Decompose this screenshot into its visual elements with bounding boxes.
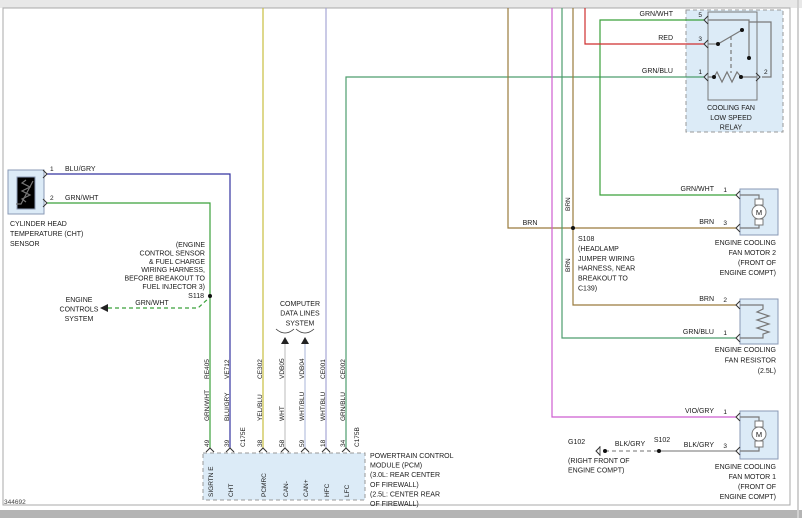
fan2-pin1-number: 1: [723, 187, 727, 194]
engine-controls-label-line-2: CONTROLS: [59, 306, 99, 314]
circuit-pin58-color: WHT: [279, 406, 286, 421]
pcm-pin49-number: 49: [204, 439, 211, 447]
wire-label-red: RED: [658, 35, 673, 42]
splice-s108-note-line-1: S108: [578, 236, 595, 243]
cht-pin2-number: 2: [50, 195, 54, 202]
wire-grnblu-lfc: [346, 77, 704, 448]
fan1-pin1-number: 1: [723, 409, 727, 416]
wire-label-blkgry-dashed: BLK/GRY: [614, 441, 646, 448]
can-minus-up-arrow: [281, 337, 289, 344]
relay-blade-tip-dot: [740, 28, 744, 32]
wire-label-blugry: BLU/GRY: [65, 166, 96, 173]
fan2-motor-letter: M: [755, 208, 763, 217]
relay-pin3-number: 3: [698, 36, 702, 43]
relay-coil-left-dot: [712, 75, 716, 79]
fan-motor1-label-line-1: ENGINE COOLING: [714, 464, 776, 471]
engine-controls-arrow: [100, 304, 108, 312]
resistor-pin2-number: 2: [723, 297, 727, 304]
bottom-edge-band: [0, 510, 802, 518]
circuit-pin38-color: YEL/BLU: [257, 394, 264, 421]
fan2-pin1-connector: [736, 191, 740, 199]
fan1-pin3-connector: [736, 447, 740, 455]
wire-label-grnwht-relay: GRN/WHT: [639, 11, 673, 18]
fan-resistor-label-line-1: ENGINE COOLING: [714, 347, 776, 354]
fan-resistor-label-line-2: FAN RESISTOR: [724, 357, 776, 365]
wire-label-grnblu-resistor: GRN/BLU: [682, 329, 714, 336]
harness-note-line-3: & FUEL CHARGE: [148, 258, 205, 266]
fan2-pin3-connector: [736, 224, 740, 232]
fan2-terminal-bottom: [755, 219, 763, 225]
splice-s102-label: S102: [653, 437, 671, 444]
harness-note-line-2: CONTROL SENSOR: [139, 250, 205, 258]
pcm-pin18-function: HFC: [324, 483, 331, 497]
cht-pin1-number: 1: [50, 166, 54, 173]
g102-ground-dot: [603, 449, 607, 453]
fan-motor2-label-line-3: (FRONT OF: [738, 260, 776, 267]
circuit-pin39-color: BLU/GRY: [224, 392, 231, 421]
computer-data-lines-label-line-3: SYSTEM: [285, 320, 315, 328]
pcm-pin34-function: LFC: [344, 484, 351, 497]
pcm-pin34-connector: [342, 448, 350, 452]
pcm-pin58-function: CAN-: [283, 481, 290, 497]
pcm-pin38-number: 38: [257, 439, 264, 447]
cht-sensor-label-line-2: TEMPERATURE (CHT): [10, 231, 84, 238]
pcm-connector-c175e: C175E: [240, 427, 247, 447]
pcm-pin59-function: CAN+: [303, 479, 310, 497]
wire-label-grnwht-dashed: GRN/WHT: [135, 300, 169, 307]
g102-label: G102: [568, 439, 586, 446]
top-edge-band: [0, 0, 802, 8]
harness-note-line-5: BEFORE BREAKOUT TO: [124, 275, 205, 283]
relay-label-line-2: LOW SPEED: [710, 114, 752, 122]
pcm-connector-c175b: C175B: [354, 427, 361, 447]
fan-motor2-label-line-1: ENGINE COOLING: [714, 240, 776, 247]
pcm-label-line-5: (2.5L: CENTER REAR: [370, 491, 441, 499]
splice-s118-dot: [208, 294, 212, 298]
relay-pin1-number: 1: [698, 69, 702, 76]
pcm-pin59-connector: [301, 448, 309, 452]
fan1-pin3-number: 3: [723, 443, 727, 450]
pcm-pin38-connector: [259, 448, 267, 452]
g102-location-label-line-1: (RIGHT FRONT OF: [568, 458, 630, 465]
pcm-pin49-connector: [206, 448, 214, 452]
resistor-pin2-connector: [736, 301, 740, 309]
engine-controls-label-line-1: ENGINE: [65, 297, 93, 304]
circuit-pin38-code: CE302: [257, 359, 264, 379]
resistor-pin1-number: 1: [723, 330, 727, 337]
right-edge-line: [797, 0, 799, 518]
splice-s108-note-line-3: JUMPER WIRING: [578, 255, 635, 263]
fan-motor2-label-line-4: ENGINE COMPT): [719, 270, 776, 277]
computer-data-lines-label-line-1: COMPUTER: [279, 301, 321, 308]
wire-label-brn-vert-bottom: BRN: [565, 258, 572, 272]
resistor-pin1-connector: [736, 334, 740, 342]
circuit-pin58-code: VDB05: [279, 358, 286, 379]
pcm-pin49-function: SIGRTN E: [208, 466, 215, 497]
relay-label-line-3: RELAY: [719, 124, 743, 132]
fan-motor1-label-line-3: (FRONT OF: [738, 484, 776, 491]
pcm-label-line-1: POWERTRAIN CONTROL: [370, 453, 454, 460]
circuit-pin59-code: VDB04: [299, 358, 306, 379]
wire-label-brn-vert-top: BRN: [565, 197, 572, 211]
pcm-pin59-number: 59: [299, 439, 306, 447]
wire-label-brn-mid: BRN: [522, 220, 538, 227]
pcm-pin18-connector: [322, 448, 330, 452]
harness-note-line-6: FUEL INJECTOR 3): [142, 284, 205, 291]
pcm-pin39-function: CHT: [228, 483, 235, 497]
relay-pivot-dot: [716, 42, 720, 46]
fan-motor1-label-line-4: ENGINE COMPT): [719, 494, 776, 501]
fan2-terminal-top: [755, 199, 763, 205]
can-plus-up-arrow: [301, 337, 309, 344]
pcm-pin39-connector: [226, 448, 234, 452]
diagram-frame: [3, 8, 790, 505]
diagram-reference-number: 344692: [4, 499, 26, 506]
fan-resistor-label-line-3: (2.5L): [757, 367, 776, 375]
pcm-label-line-6: OF FIREWALL): [370, 501, 419, 508]
splice-s108-dot: [571, 226, 575, 230]
wire-label-grnblu-relay: GRN/BLU: [641, 68, 673, 75]
relay-coil-right-dot: [739, 75, 743, 79]
fan-motor2-label-line-2: FAN MOTOR 2: [728, 250, 776, 257]
circuit-pin34-code: CE002: [340, 359, 347, 379]
cht-sensor-label-line-3: SENSOR: [10, 241, 40, 248]
g102-location-label-line-2: ENGINE COMPT): [568, 467, 625, 475]
fan1-terminal-bottom: [755, 441, 763, 447]
circuit-pin18-code: CE001: [320, 359, 327, 379]
wire-label-grnwht-fan2: GRN/WHT: [680, 186, 714, 193]
fan1-terminal-top: [755, 421, 763, 427]
wire-label-brn-fan2: BRN: [699, 219, 714, 226]
pcm-label-line-2: MODULE (PCM): [370, 462, 423, 470]
engine-controls-label-line-3: SYSTEM: [64, 316, 94, 323]
relay-label-line-1: COOLING FAN: [707, 105, 755, 112]
pcm-pin58-number: 58: [279, 439, 286, 447]
wire-label-grnwht: GRN/WHT: [65, 195, 99, 202]
circuit-pin18-color: WHT/BLU: [320, 391, 327, 421]
harness-note-line-1: (ENGINE: [175, 242, 205, 249]
relay-contact-dot: [747, 56, 751, 60]
pcm-label-line-4: OF FIREWALL): [370, 481, 419, 489]
splice-s118-label: S118: [188, 293, 204, 300]
computer-data-lines-label-line-2: DATA LINES: [280, 310, 320, 318]
wire-grnwht-cht-sigrtn: [47, 203, 210, 448]
relay-pin5-number: 5: [698, 12, 702, 19]
circuit-pin49-color: GRN/WHT: [204, 389, 211, 421]
fan2-pin3-number: 3: [723, 220, 727, 227]
wire-label-viogry: VIO/GRY: [684, 408, 714, 415]
splice-s102-dot: [657, 449, 661, 453]
pcm-pin18-number: 18: [320, 439, 327, 447]
pcm-pin58-connector: [281, 448, 289, 452]
splice-s108-note-line-2: (HEADLAMP: [578, 245, 619, 253]
relay-pin2-number: 2: [764, 69, 768, 76]
circuit-pin34-color: GRN/BLU: [340, 392, 347, 421]
circuit-pin59-color: WHT/BLU: [299, 391, 306, 421]
fan-motor1-label-line-2: FAN MOTOR 1: [728, 474, 776, 481]
fan1-motor-letter: M: [755, 430, 763, 439]
circuit-pin49-code: RE405: [204, 359, 211, 379]
fan1-pin1-connector: [736, 413, 740, 421]
pcm-label-line-3: (3.0L: REAR CENTER: [370, 472, 441, 480]
splice-s108-note-line-4: HARNESS, NEAR: [578, 265, 636, 273]
cht-sensor-label-line-1: CYLINDER HEAD: [10, 221, 67, 228]
fan-resistor-box: [740, 299, 778, 344]
pcm-pin34-number: 34: [340, 439, 347, 447]
data-lines-bracket-left: [276, 329, 294, 333]
splice-s108-note-line-5: BREAKOUT TO: [578, 275, 628, 283]
pcm-pin38-function: PCMRC: [261, 473, 268, 497]
harness-note-line-4: WIRING HARNESS,: [141, 267, 205, 275]
circuit-pin39-code: VE712: [224, 359, 231, 379]
wire-label-brn-resistor: BRN: [699, 296, 714, 303]
data-lines-bracket-right: [296, 329, 314, 333]
pcm-pin39-number: 39: [224, 439, 231, 447]
splice-s108-note-line-6: C139): [578, 285, 598, 293]
wire-label-blkgry-solid: BLK/GRY: [683, 442, 714, 449]
